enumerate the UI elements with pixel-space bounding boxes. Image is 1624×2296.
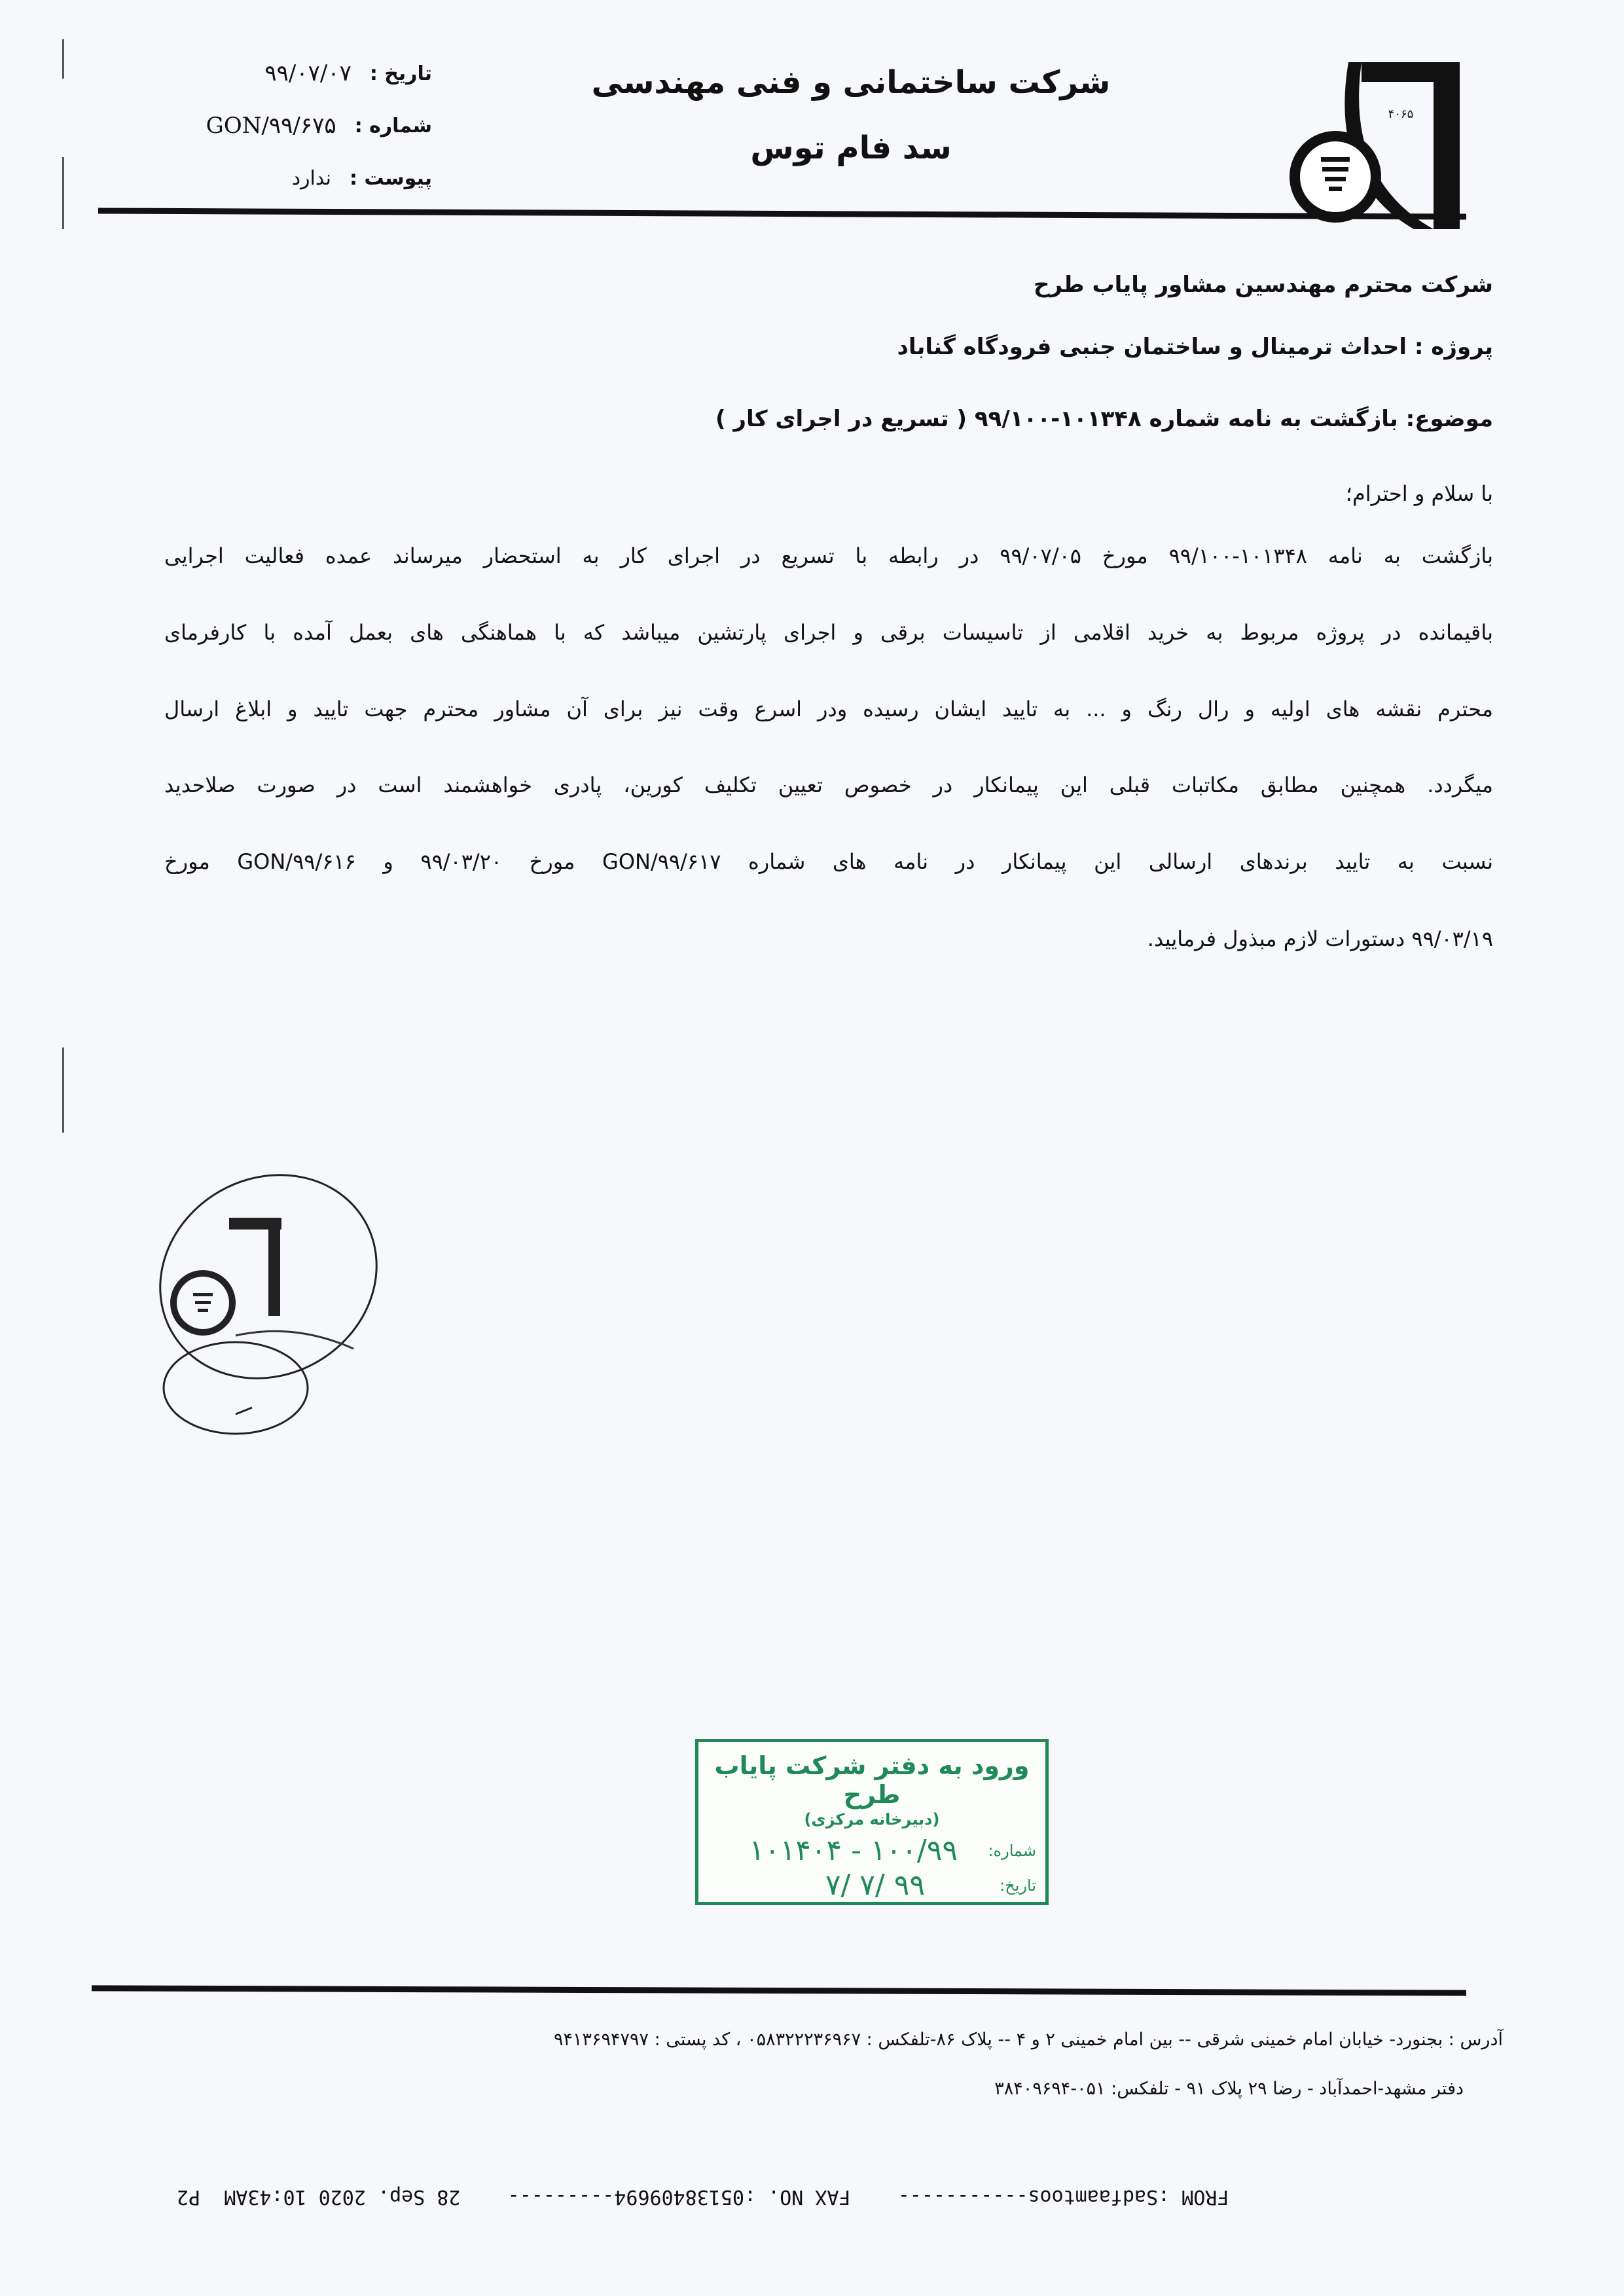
number-row [157, 100, 432, 152]
svg-text:۴۰۶۵: ۴۰۶۵ [1388, 107, 1414, 121]
date-value: ۹۹/۰۷/۰۷ [264, 60, 352, 86]
header-divider [98, 208, 1466, 219]
number-value: GON/۹۹/۶۷۵ [206, 113, 336, 139]
receipt-number-label: شماره: [988, 1841, 1036, 1860]
signature-stamp [137, 1172, 399, 1447]
greeting: با سلام و احترام؛ [1345, 481, 1493, 506]
footer-divider [92, 1985, 1466, 1995]
receipt-stamp [695, 1739, 1049, 1905]
scan-mark [62, 1048, 64, 1133]
receipt-date-label: تاریخ: [1000, 1876, 1036, 1895]
addressee: شرکت محترم مهندسین مشاور پایاب طرح [1034, 272, 1493, 298]
project-line: پروژه : احداث ترمینال و ساختمان جنبی فرودگاه گناباد [897, 334, 1493, 360]
date-row [157, 47, 432, 100]
body-line: بازگشت به نامه ۱۰۱۳۴۸-۹۹/۱۰۰ مورخ ۹۹/۰۷/۰۵ در رابطه با تسریع در اجرای کار به استحضار میرساند عمده فعالیت اجرایی [164, 543, 1494, 568]
signature-seal-icon [137, 1172, 399, 1447]
logo-icon [1283, 49, 1473, 232]
mashhad-office-line: دفتر مشهد-احمدآباد - رضا ۲۹ پلاک ۹۱ - تلفکس: ۰۵۱-۳۸۴۰۹۶۹۴ [994, 2079, 1464, 2099]
receipt-date-row [698, 1868, 1036, 1902]
body-line: میگردد. همچنین مطابق مکاتبات قبلی این پیمانکار در خصوص تعیین تکلیف کورین، پادری خواهشمند است در صورت صلاحدید [164, 773, 1493, 797]
attachment-row [157, 152, 432, 204]
receipt-stamp-title: ورود به دفتر شرکت پایاب طرح [714, 1751, 1030, 1809]
scan-mark [62, 157, 64, 229]
date-label: تاریخ : [369, 62, 432, 85]
receipt-number-row [698, 1834, 1036, 1867]
letter-meta [157, 47, 432, 204]
company-subname: سد فام توس [750, 130, 952, 166]
body-line: نسبت به تایید برندهای ارسالی این پیمانکار در نامه های شماره GON/۹۹/۶۱۷ مورخ ۹۹/۰۳/۲۰ و GON/۹۹/۶۱۶ مورخ [164, 849, 1494, 874]
receipt-number-value: ۱۰۰/۹۹ - ۱۰۱۴۰۴ [749, 1834, 958, 1867]
address-line: آدرس : بجنورد- خیابان امام خمینی شرقی -- بین امام خمینی ۲ و ۴ -- پلاک ۸۶-تلفکس : ۰۵۸۳۲۲۲۳۶۹۶۷ ، کد پستی : ۹۴۱۳۶۹۴۷۹۷ [554, 2030, 1503, 2050]
receipt-stamp-subtitle: (دبیرخانه مرکزی) [804, 1810, 940, 1829]
fax-transmission-header: FROM :Sadfaamtoos----------- FAX NO. :05138409694--------- 28 Sep. 2020 10:43AM P2 [177, 2185, 1229, 2208]
attachment-value: ندارد [291, 166, 331, 190]
number-label: شماره : [354, 114, 432, 137]
body-line: ۹۹/۰۳/۱۹ دستورات لازم مبذول فرمایید. [1147, 926, 1493, 951]
company-name: شرکت ساختمانی و فنی مهندسی [591, 64, 1111, 101]
body-line: محترم نقشه های اولیه و رال رنگ و ... به تایید ایشان رسیده ودر اسرع وقت نیز برای آن مشاور محترم جهت تایید و ابلاغ ارسال [164, 697, 1493, 721]
subject-line: موضوع: بازگشت به نامه شماره ۱۰۱۳۴۸-۹۹/۱۰۰ ( تسریع در اجرای کار ) [715, 406, 1493, 432]
attachment-label: پیوست : [349, 166, 432, 190]
body-line: باقیمانده در پروژه مربوط به خرید اقلامی از تاسیسات برقی و اجرای پارتشین میباشد که با هماهنگی های بعمل آمده با کارفرمای [164, 620, 1493, 645]
scan-mark [62, 39, 64, 79]
company-logo [1283, 49, 1473, 232]
receipt-date-value: ۹۹ /۷ /۷ [825, 1868, 925, 1902]
